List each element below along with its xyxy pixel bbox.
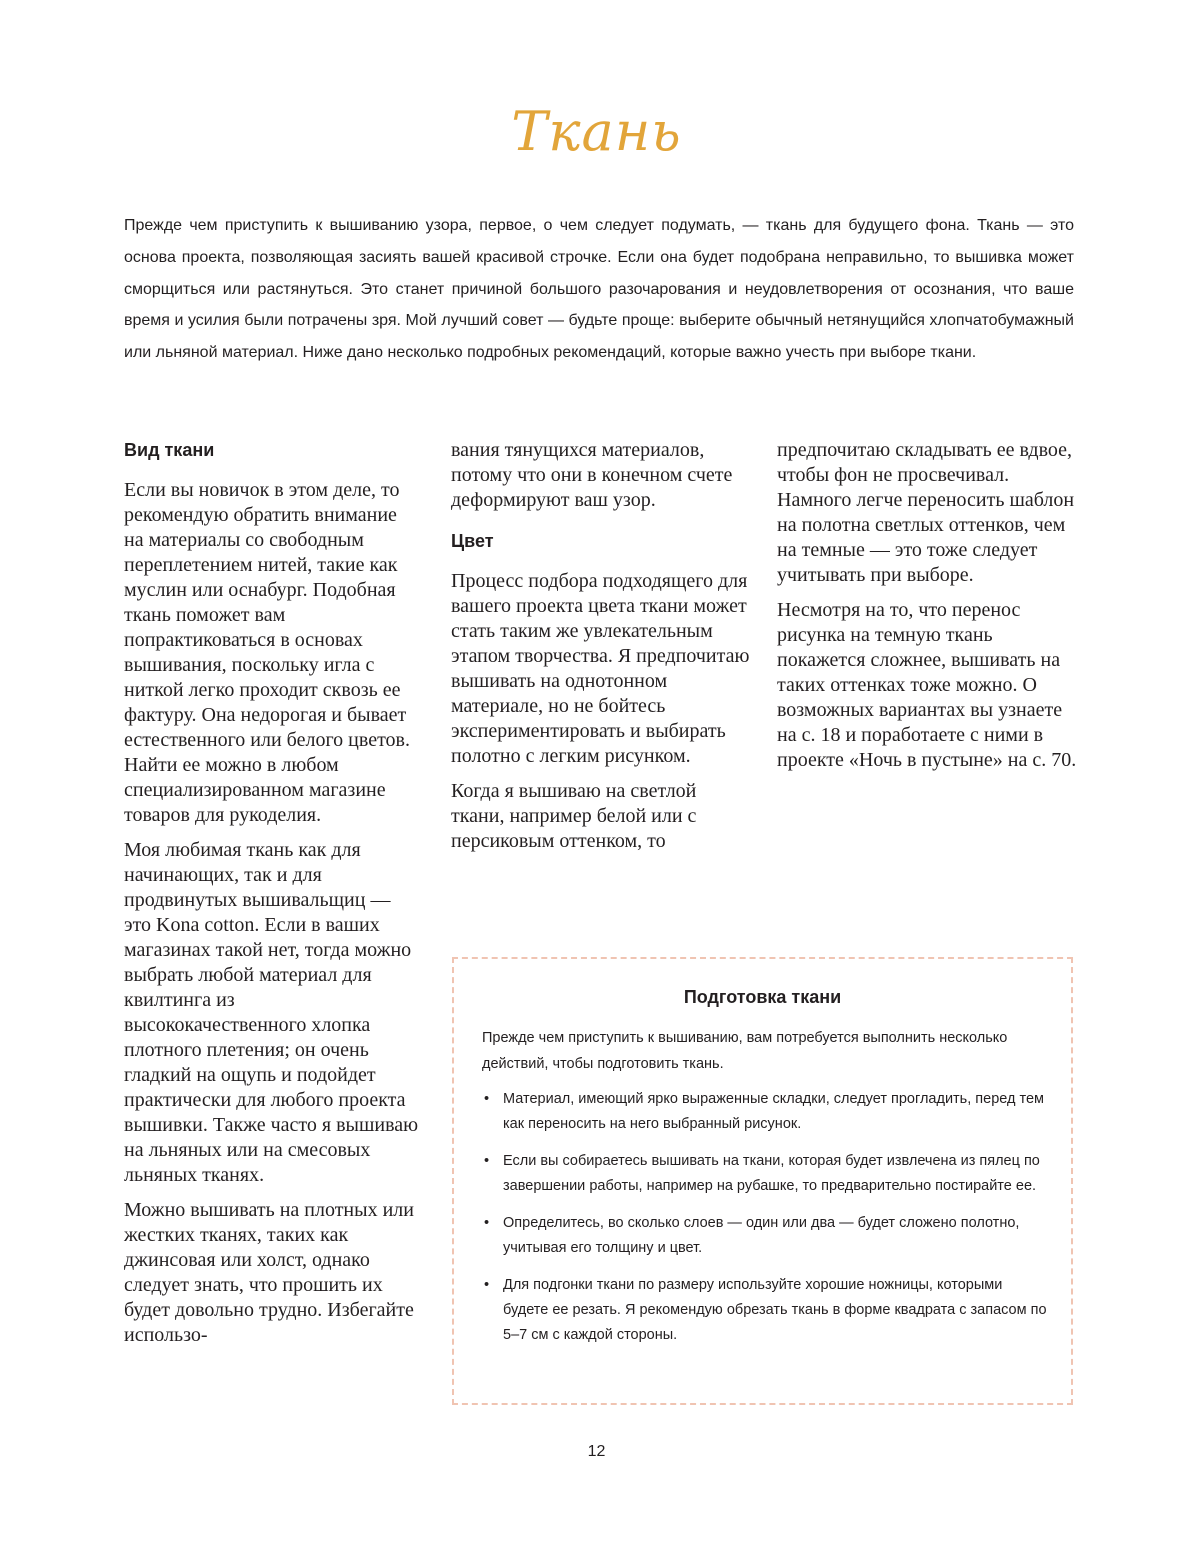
list-item-text: Определитесь, во сколько слоев — один или два — будет сложено полотно, учитывая его толщину и цвет. <box>503 1215 1020 1256</box>
sidebar-intro: Прежде чем приступить к вышиванию, вам потребуется выполнить несколько действий, чтобы подготовить ткань. <box>482 1030 1008 1072</box>
list-item-text: Для подгонки ткани по размеру используйте хорошие ножницы, которыми будете ее резать. Я рекомендую обрезать ткань в форме квадрата с запасом по 5–7 см с каждой стороны. <box>503 1277 1047 1343</box>
bullet-icon: • <box>484 1153 490 1169</box>
body-paragraph: Моя любимая ткань как для начинающих, так и для продвинутых вышивальщиц — это Kona cotton. Если в ваших магазинах такой нет, тогда можно выбрать любой материал для квилтинга из высококачественного хлопка плотного плетения; он очень гладкий на ощупь и подойдет практически для любого проекта вышивки. Также часто я вышиваю на льняных или на смесовых льняных тканях. <box>124 839 419 1186</box>
bullet-icon: • <box>484 1091 490 1107</box>
page-number: 12 <box>587 1443 606 1460</box>
body-paragraph: вания тянущихся материалов, потому что они в конечном счете деформируют ваш узор. <box>451 439 733 511</box>
list-item <box>482 1273 1047 1348</box>
preparation-list <box>482 1087 1047 1360</box>
list-item-text: Если вы собираетесь вышивать на ткани, которая будет извлечена из пялец по завершении работы, например на рубашке, то предварительно постирайте ее. <box>503 1153 1040 1194</box>
bullet-icon: • <box>484 1277 490 1293</box>
list-item <box>482 1087 1047 1137</box>
page-title: Ткань <box>511 100 682 163</box>
body-paragraph: Процесс подбора подходящего для вашего проекта цвета ткани может стать таким же увлекательным этапом творчества. Я предпочитаю вышивать на однотонном материале, но не бойтесь экспериментировать и выбирать полотно с легким рисунком. <box>451 570 750 767</box>
column-1 <box>124 438 419 1358</box>
section-heading-fabric-type: Вид ткани <box>124 440 215 460</box>
fabric-preparation-box <box>452 957 1073 1405</box>
body-paragraph: Если вы новичок в этом деле, то рекомендую обратить внимание на материалы со свободным переплетением нитей, такие как муслин или оснабург. Подобная ткань поможет вам попрактиковаться в основах вышивания, поскольку игла с ниткой легко проходит сквозь ее фактуру. Она недорогая и бывает естественного или белого цветов. Найти ее можно в любом специализированном магазине товаров для рукоделия. <box>124 479 410 826</box>
column-3 <box>777 438 1077 783</box>
list-item <box>482 1211 1047 1261</box>
column-2 <box>451 438 751 864</box>
bullet-icon: • <box>484 1215 490 1231</box>
section-heading-color: Цвет <box>451 531 494 551</box>
body-paragraph: Несмотря на то, что перенос рисунка на темную ткань покажется сложнее, вышивать на таких оттенках тоже можно. О возможных вариантах вы узнаете на с. 18 и поработаете с ними в проекте «Ночь в пустыне» на с. 70. <box>777 599 1077 771</box>
body-paragraph: Можно вышивать на плотных или жестких тканях, таких как джинсовая или холст, однако следует знать, что прошить их будет довольно трудно. Избегайте использо- <box>124 1199 414 1346</box>
list-item-text: Материал, имеющий ярко выраженные складки, следует прогладить, перед тем как переносить на него выбранный рисунок. <box>503 1091 1045 1132</box>
body-paragraph: предпочитаю складывать ее вдвое, чтобы фон не просвечивал. Намного легче переносить шаблон на полотна светлых оттенков, чем на темные — это тоже следует учитывать при выборе. <box>777 439 1075 586</box>
body-paragraph: Когда я вышиваю на светлой ткани, например белой или с персиковым оттенком, то <box>451 780 697 852</box>
intro-paragraph: Прежде чем приступить к вышиванию узора, первое, о чем следует подумать, — ткань для будущего фона. Ткань — это основа проекта, позволяющая засиять вашей красивой строчке. Если она будет подобрана неправильно, то вышивка может сморщиться или растянуться. Это станет причиной большого разочарования и неудовлетворения от осознания, что ваше время и усилия были потрачены зря. Мой лучший совет — будьте проще: выберите обычный нетянущийся хлопчатобумажный или льняной материал. Ниже дано несколько подробных рекомендаций, которые важно учесть при выборе ткани. <box>124 217 1074 362</box>
sidebar-title: Подготовка ткани <box>683 987 842 1007</box>
list-item <box>482 1149 1047 1199</box>
